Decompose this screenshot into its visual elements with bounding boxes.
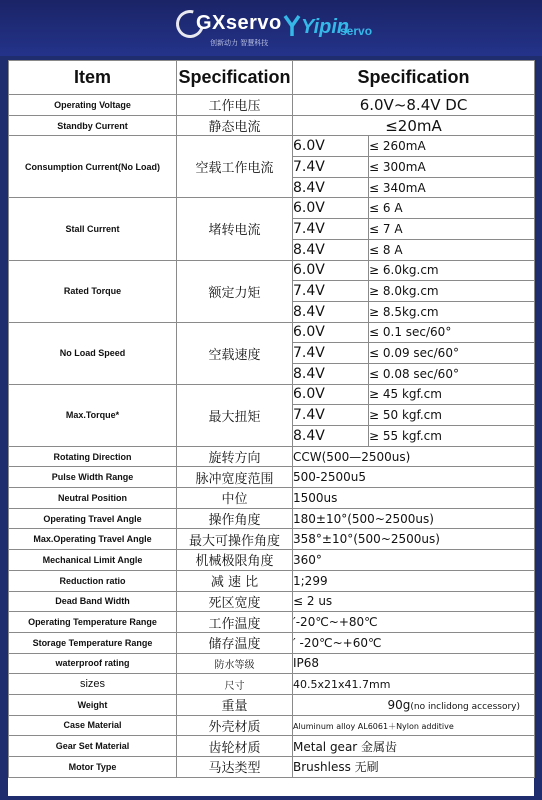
item-cn-label: 重量 — [177, 694, 293, 715]
item-cn-label: 工作电压 — [177, 95, 293, 116]
item-cn-label: 储存温度 — [177, 632, 293, 653]
voltage-cell: 8.4V — [293, 239, 369, 260]
item-value: ′ -20℃~+60℃ — [293, 632, 535, 653]
table-row — [9, 322, 535, 343]
item-label: Gear Set Material — [9, 736, 177, 757]
item-value — [293, 694, 535, 715]
item-cn-label: 外壳材质 — [177, 715, 293, 736]
condition-value: ≥ 8.5kg.cm — [369, 301, 535, 322]
table-row — [9, 632, 535, 653]
item-cn-label: 防水等级 — [177, 653, 293, 674]
item-cn-label: 脉冲宽度范围 — [177, 467, 293, 488]
voltage-cell: 8.4V — [293, 301, 369, 322]
item-value: 6.0V~8.4V DC — [293, 95, 535, 116]
condition-value: ≤ 8 A — [369, 239, 535, 260]
condition-value: ≤ 340mA — [369, 177, 535, 198]
table-row — [9, 488, 535, 509]
voltage-cell: 8.4V — [293, 363, 369, 384]
item-cn-label: 齿轮材质 — [177, 736, 293, 757]
table-row — [9, 446, 535, 467]
item-cn-label: 堵转电流 — [177, 198, 293, 260]
table-row — [9, 260, 535, 281]
item-label: Operating Travel Angle — [9, 508, 177, 529]
table-row — [9, 653, 535, 674]
item-value: ≤ 2 us — [293, 591, 535, 612]
item-label: Case Material — [9, 715, 177, 736]
table-row — [9, 736, 535, 757]
item-label: Pulse Width Range — [9, 467, 177, 488]
spec-table — [8, 60, 535, 778]
weight-note: (no inclidong accessory) — [410, 701, 520, 712]
item-label: Storage Temperature Range — [9, 632, 177, 653]
item-value: 1;299 — [293, 570, 535, 591]
item-value: CCW(500—2500us) — [293, 446, 535, 467]
item-label: Rotating Direction — [9, 446, 177, 467]
item-label: waterproof rating — [9, 653, 177, 674]
table-row — [9, 591, 535, 612]
voltage-cell: 8.4V — [293, 426, 369, 447]
item-value: 180±10°(500~2500us) — [293, 508, 535, 529]
item-value: 500-2500u5 — [293, 467, 535, 488]
item-value — [293, 715, 535, 736]
table-row — [9, 384, 535, 405]
gxservo-tagline: 创新动力 智慧科技 — [210, 39, 269, 47]
condition-value: ≤ 0.09 sec/60° — [369, 343, 535, 364]
item-cn-label: 空载工作电流 — [177, 136, 293, 198]
item-cn-label: 中位 — [177, 488, 293, 509]
table-row — [9, 198, 535, 219]
yipin-logo-text: Yipin — [301, 16, 350, 38]
weight-value: 90g — [387, 697, 411, 712]
table-row — [9, 715, 535, 736]
voltage-cell: 6.0V — [293, 260, 369, 281]
voltage-cell: 6.0V — [293, 322, 369, 343]
item-cn-label: 尺寸 — [177, 674, 293, 695]
brand-header — [0, 0, 542, 56]
condition-value: ≥ 8.0kg.cm — [369, 281, 535, 302]
item-label: Rated Torque — [9, 260, 177, 322]
table-row — [9, 95, 535, 116]
item-label: Consumption Current(No Load) — [9, 136, 177, 198]
item-value: IP68 — [293, 653, 535, 674]
condition-value: ≤ 0.08 sec/60° — [369, 363, 535, 384]
voltage-cell: 6.0V — [293, 198, 369, 219]
case-material-value: Aluminum alloy AL6061＋Nylon additive — [293, 722, 454, 732]
table-row — [9, 674, 535, 695]
header-item: Item — [9, 61, 177, 95]
yipin-logo-icon — [283, 14, 301, 38]
condition-value: ≤ 6 A — [369, 198, 535, 219]
yipin-logo-suffix: servo — [340, 24, 373, 38]
voltage-cell: 7.4V — [293, 343, 369, 364]
table-row — [9, 612, 535, 633]
voltage-cell: 7.4V — [293, 219, 369, 240]
condition-value: ≥ 6.0kg.cm — [369, 260, 535, 281]
header-specification-value: Specification — [293, 61, 535, 95]
item-value: 358°±10°(500~2500us) — [293, 529, 535, 550]
table-header-row — [9, 61, 535, 95]
item-label: Operating Voltage — [9, 95, 177, 116]
table-row — [9, 467, 535, 488]
item-cn-label: 空载速度 — [177, 322, 293, 384]
item-label: Motor Type — [9, 757, 177, 778]
condition-value: ≥ 55 kgf.cm — [369, 426, 535, 447]
item-label: Mechanical Limit Angle — [9, 550, 177, 571]
item-label: Reduction ratio — [9, 570, 177, 591]
item-value: 360° — [293, 550, 535, 571]
header-specification-cn: Specification — [177, 61, 293, 95]
table-row — [9, 757, 535, 778]
item-value: ′-20℃~+80℃ — [293, 612, 535, 633]
item-label: Operating Temperature Range — [9, 612, 177, 633]
item-cn-label: 额定力矩 — [177, 260, 293, 322]
item-cn-label: 最大扭矩 — [177, 384, 293, 446]
table-row — [9, 508, 535, 529]
item-label: Dead Band Width — [9, 591, 177, 612]
item-label: Max.Operating Travel Angle — [9, 529, 177, 550]
voltage-cell: 7.4V — [293, 281, 369, 302]
item-cn-label: 马达类型 — [177, 757, 293, 778]
item-cn-label: 死区宽度 — [177, 591, 293, 612]
table-row — [9, 529, 535, 550]
item-cn-label: 最大可操作角度 — [177, 529, 293, 550]
table-row — [9, 694, 535, 715]
condition-value: ≥ 45 kgf.cm — [369, 384, 535, 405]
item-cn-label: 操作角度 — [177, 508, 293, 529]
condition-value: ≥ 50 kgf.cm — [369, 405, 535, 426]
voltage-cell: 6.0V — [293, 136, 369, 157]
item-value: Metal gear 金属齿 — [293, 736, 535, 757]
item-value: Brushless 无刷 — [293, 757, 535, 778]
condition-value: ≤ 0.1 sec/60° — [369, 322, 535, 343]
item-value: 1500us — [293, 488, 535, 509]
item-value: 40.5x21x41.7mm — [293, 674, 535, 695]
item-cn-label: 减 速 比 — [177, 570, 293, 591]
item-cn-label: 机械极限角度 — [177, 550, 293, 571]
item-value: ≤20mA — [293, 115, 535, 136]
voltage-cell: 6.0V — [293, 384, 369, 405]
gxservo-logo-text: GXservo — [196, 12, 282, 34]
table-row — [9, 115, 535, 136]
item-label: Weight — [9, 694, 177, 715]
voltage-cell: 7.4V — [293, 405, 369, 426]
table-row — [9, 550, 535, 571]
item-label: Neutral Position — [9, 488, 177, 509]
item-label: sizes — [9, 674, 177, 695]
item-cn-label: 工作温度 — [177, 612, 293, 633]
voltage-cell: 8.4V — [293, 177, 369, 198]
voltage-cell: 7.4V — [293, 157, 369, 178]
condition-value: ≤ 260mA — [369, 136, 535, 157]
table-row — [9, 136, 535, 157]
item-label: Standby Current — [9, 115, 177, 136]
item-label: Max.Torque* — [9, 384, 177, 446]
item-label: No Load Speed — [9, 322, 177, 384]
table-row — [9, 570, 535, 591]
spec-sheet — [8, 60, 534, 796]
condition-value: ≤ 300mA — [369, 157, 535, 178]
condition-value: ≤ 7 A — [369, 219, 535, 240]
item-cn-label: 旋转方向 — [177, 446, 293, 467]
item-label: Stall Current — [9, 198, 177, 260]
item-cn-label: 静态电流 — [177, 115, 293, 136]
